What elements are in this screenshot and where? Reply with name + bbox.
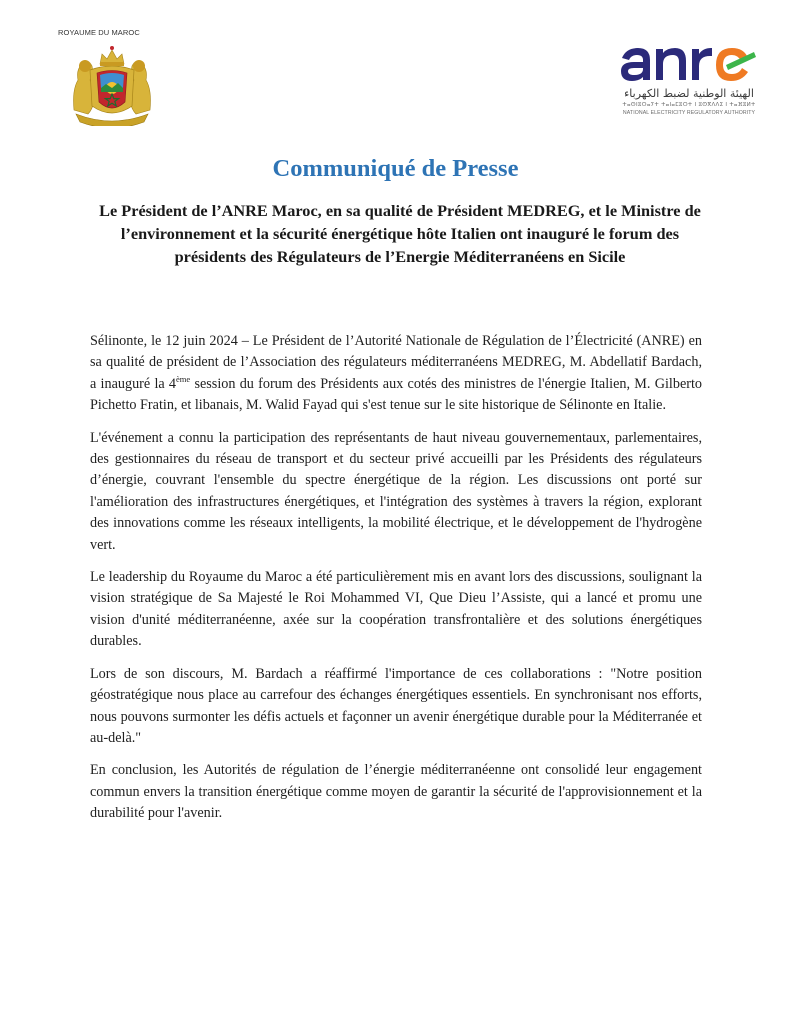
page-title: Communiqué de Presse <box>272 155 519 182</box>
royaume-header <box>58 28 162 37</box>
royaume-label: ROYAUME DU MAROC <box>58 28 140 37</box>
paragraph-3: Le leadership du Royaume du Maroc a été particulièrement mis en avant lors des discussions, soulignant la vision stratégique de Sa Majesté le Roi Mohammed VI, Que Dieu l’Assiste, qui a lancé et promu une vision d'unité méditerranéenne, axée sur la coopération transfrontalière et des solutions énergétiques durables. <box>90 569 702 650</box>
anre-arabic-name: الهيئة الوطنية لضبط الكهرباء <box>624 87 754 100</box>
anre-tifinagh-name: ⵜⴰⵙⵏⵓⵔⴰⵢⵜ ⵜⴰⵏⴰⵎⵓⵔⵜ ⵏ ⵓⵙⴳⴷⴷⵉ ⵏ ⵜⴰⴼⵓⵍⵜ <box>622 102 756 108</box>
paragraph-1 <box>90 331 702 417</box>
paragraph-4: Lors de son discours, M. Bardach a réaffirmé l'importance de ces collaborations : "Notre position géostratégique nous place au carrefour des échanges énergétiques essentiels. En synchronisant nos efforts, nous pouvons surmonter les défis actuels et façonner un avenir énergétique durable pour la Méditerranée et au-delà." <box>90 665 702 746</box>
anre-english-name: NATIONAL ELECTRICITY REGULATORY AUTHORITY <box>622 110 756 116</box>
press-release-headline: Le Président de l’ANRE Maroc, en sa qualité de Président MEDREG, et le Ministre de l’environnement et la sécurité énergétique hôte Italien ont inauguré le forum des présidents des Régulateurs de l’Energie Méditerranéens en Sicile <box>99 201 701 266</box>
anre-logo <box>612 40 762 120</box>
paragraph-2: L'événement a connu la participation des représentants de haut niveau gouvernementaux, parlementaires, des gestionnaires du réseau de transport et du secteur privé accueilli par les Présidents des régulateurs d’énergie, couvrant l'ensemble du spectre énergétique de la région. Les discussions ont porté sur l'amélioration des infrastructures énergétiques, et l'intégration des systèmes à travers la région, explorant des innovations comme les réseaux intelligents, la mobilité électrique, et le développement de l'hydrogène vert. <box>90 429 702 553</box>
ordinal-superscript: ème <box>176 373 191 384</box>
press-release-body <box>90 331 702 836</box>
moroccan-coat-of-arms-icon <box>70 40 154 126</box>
paragraph-1-text-b: session du forum des Présidents aux cotés des ministres de l'énergie Italien, M. Gilberto Pichetto Fratin, et libanais, M. Walid Fayad qui s'est tenue sur le site historique de Sélinonte en Italie. <box>90 375 702 414</box>
paragraph-1-text-a: Sélinonte, le 12 juin 2024 – Le Président de l’Autorité Nationale de Régulation de l’Électricité (ANRE) en sa qualité de président de l’Association des régulateurs méditerranéens MEDREG, M. Abdellatif Bardach, a inauguré la 4 <box>90 333 702 392</box>
anre-wordmark-icon <box>618 40 758 86</box>
paragraph-5: En conclusion, les Autorités de régulation de l’énergie méditerranéenne ont consolidé leur engagement commun envers la transition énergétique comme moyen de garantir la sécurité de l'approvisionnement et la durabilité pour l'avenir. <box>90 762 702 822</box>
